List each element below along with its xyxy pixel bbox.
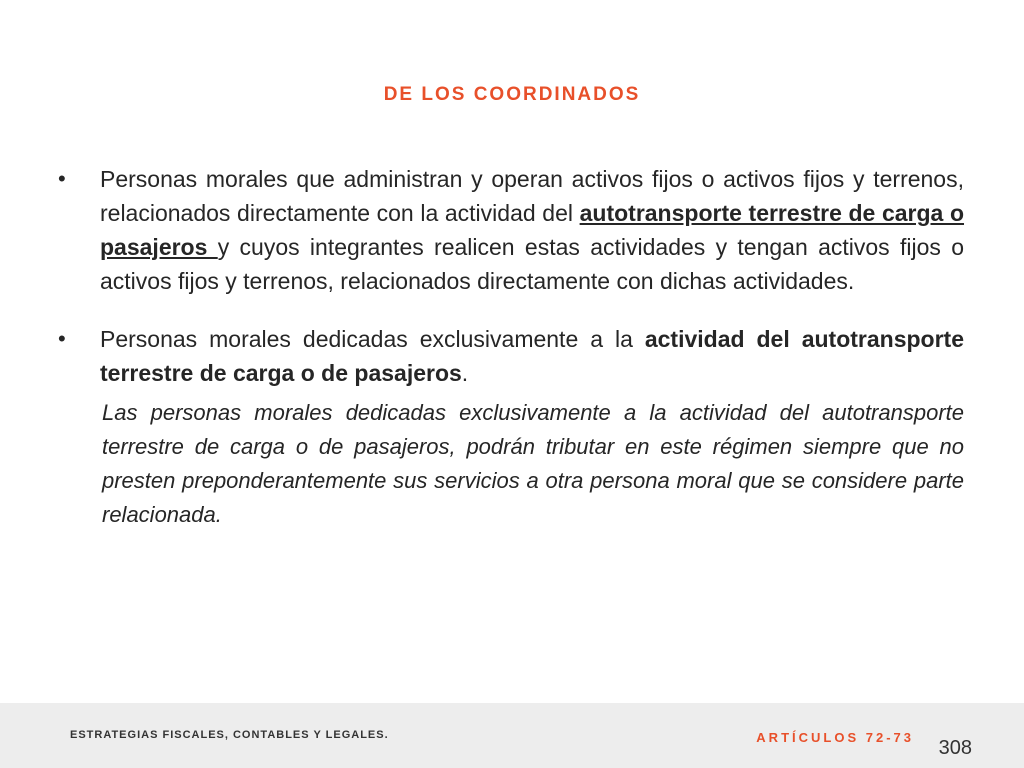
bullet-2-emphasis: actividad del autotransporte terrestre de carga o de pasajeros <box>100 326 964 386</box>
footer-articles-text: ARTÍCULOS 72-73 <box>756 730 914 745</box>
footer-bar <box>0 703 1024 768</box>
footer-company-text: ESTRATEGIAS FISCALES, CONTABLES Y LEGALES. <box>70 729 389 741</box>
bullet-1-text: Personas morales que administran y operan activos fijos o activos fijos y terrenos, relacionados directamente con la actividad del <box>100 166 964 226</box>
page-number: 308 <box>938 737 972 759</box>
bullet-1-text-end: y cuyos integrantes realicen estas actividades y tengan activos fijos o activos fijos y terrenos, relacionados directamente con dichas actividades. <box>100 234 964 294</box>
bullet-1-emphasis: autotransporte terrestre de carga o pasajeros <box>100 200 965 260</box>
bullet-2-text: Personas morales dedicadas exclusivamente a la <box>100 326 645 352</box>
bullet-item-1 <box>58 162 964 298</box>
slide-title: DE LOS COORDINADOS <box>383 84 641 105</box>
italic-note: Las personas morales dedicadas exclusivamente a la actividad del autotransporte terrestre de carga o de pasajeros, podrán tributar en este régimen siempre que no presten preponderantemente sus servicios a otra persona moral que se considere parte relacionada. <box>102 400 964 527</box>
bullet-2-text-end: . <box>461 360 469 386</box>
bullet-dot-icon: • <box>58 166 66 191</box>
bullet-item-2 <box>58 322 964 390</box>
bullet-dot-icon: • <box>58 326 66 351</box>
slide-content <box>58 162 964 532</box>
